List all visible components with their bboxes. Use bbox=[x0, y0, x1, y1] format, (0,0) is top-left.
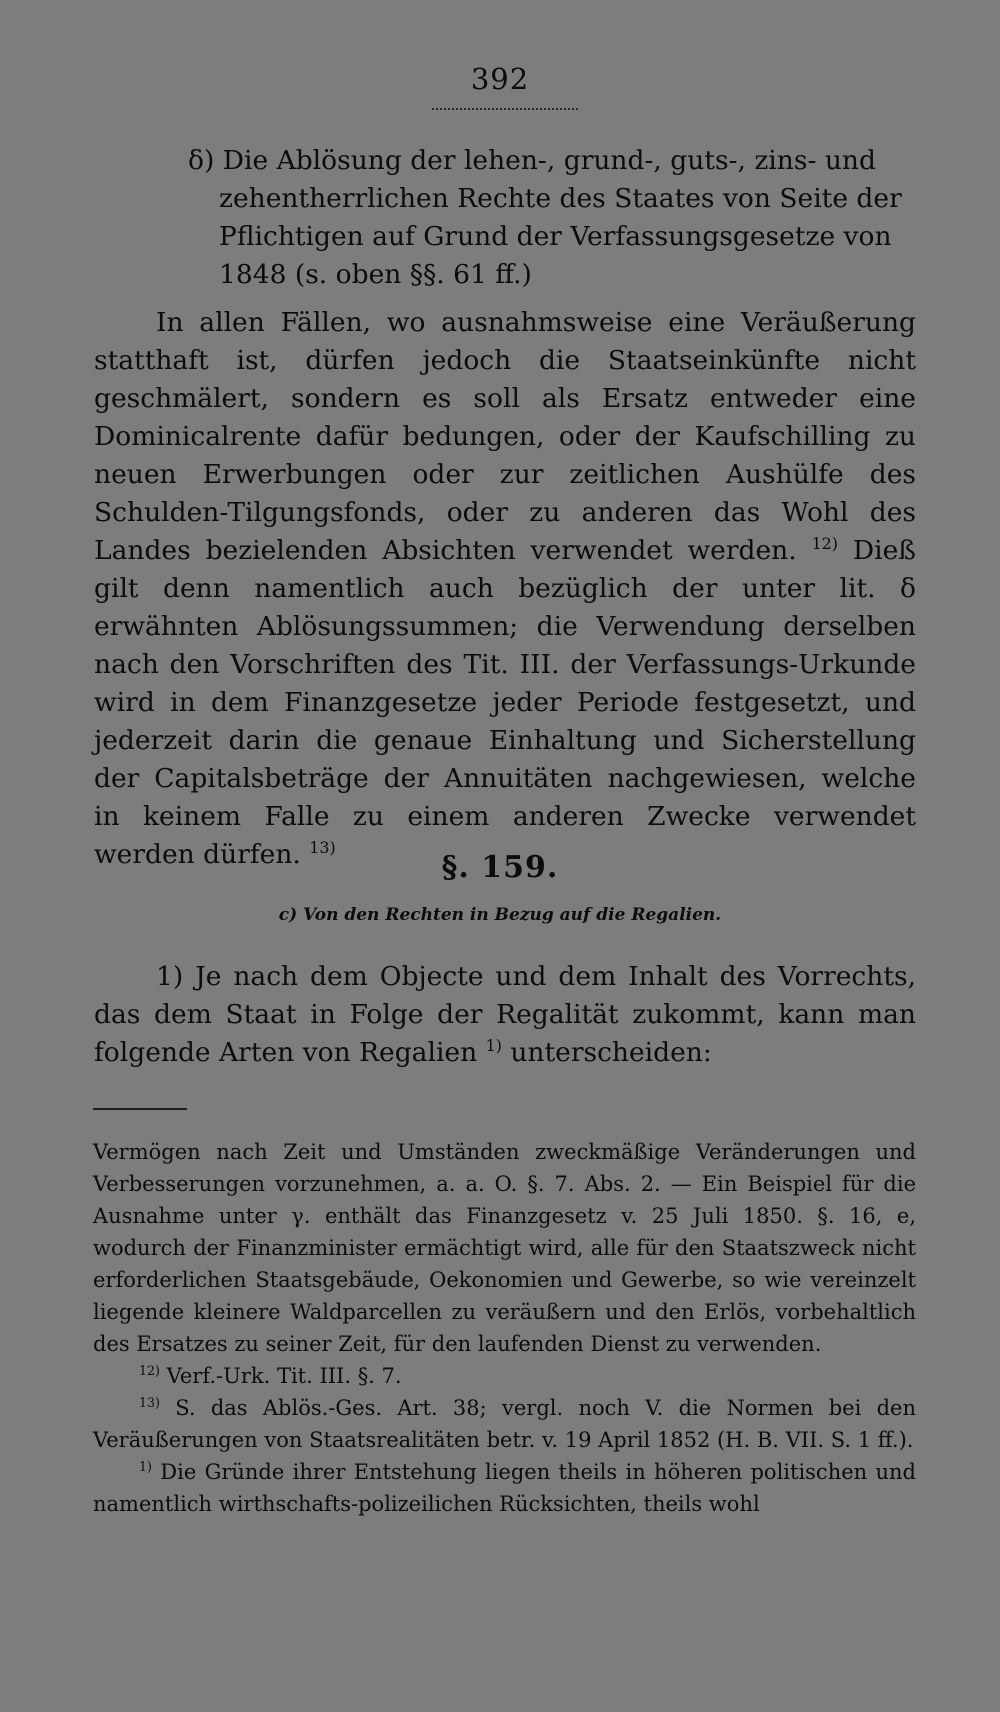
footnote-continuation: Vermögen nach Zeit und Umständen zweckmäßige Veränderungen und Verbesserungen vorzunehmen, a. a. O. §. 7. Abs. 2. — Ein Beispiel für die Ausnahme unter γ. enthält das Finanzgesetz v. 25 Juli 1850. §. 16, e, wodurch der Finanzminister ermächtigt wird, alle für den Staatszweck nicht erforderlichen Staatsgebäude, Oekonomien und Gewerbe, so wie vereinzelt liegende kleinere Waldparcellen zu veräußern und den Erlös, vorbehaltlich des Ersatzes zu seiner Zeit, für den laufenden Dienst zu verwenden. bbox=[93, 1140, 916, 1356]
list-item-body: Die Ablösung der lehen-, grund-, guts-, zins- und zehentherrlichen Rechte des Staates von Seite der Pflichtigen auf Grund der Verfassungsgesetze von 1848 (s. oben §§. 61 ff.) bbox=[219, 145, 902, 290]
footnote-ref-12[interactable]: 12) bbox=[811, 534, 838, 554]
list-item-marker: δ) bbox=[188, 145, 215, 176]
page-number: 392 bbox=[470, 62, 530, 96]
header-rule bbox=[432, 108, 578, 110]
footnote-ref-1[interactable]: 1) bbox=[485, 1036, 502, 1056]
footnote-mark: 12) bbox=[139, 1363, 160, 1378]
section-subtitle: c) Von den Rechten in Bezug auf die Regalien. bbox=[278, 905, 722, 925]
footnote-mark: 1) bbox=[139, 1459, 152, 1474]
footnote-text: Verf.-Urk. Tit. III. §. 7. bbox=[166, 1364, 402, 1388]
list-item-delta bbox=[94, 142, 916, 294]
footnote-ref-13[interactable]: 13) bbox=[309, 838, 336, 858]
paragraph-replacement-rules bbox=[94, 304, 916, 874]
footnote-1 bbox=[93, 1456, 916, 1520]
footnote-text: Die Gründe ihrer Entstehung liegen theils in höheren politischen und namentlich wirthschafts-polizeilichen Rücksichten, theils wohl bbox=[93, 1460, 916, 1516]
footnote-12 bbox=[93, 1360, 916, 1392]
section-title: §. 159. bbox=[441, 850, 559, 885]
footnote-mark: 13) bbox=[139, 1395, 160, 1410]
paragraph-part: Dieß gilt denn namentlich auch bezüglich der unter lit. δ erwähnten Ablösungssummen; die Verwendung derselben nach den Vorschriften des Tit. III. der Verfassungs-Urkunde wird in dem Finanzgesetze jeder Periode festgesetzt, und jederzeit darin die genaue Einhaltung und Sicherstellung der Capitalsbeträge der Annuitäten nachgewiesen, welche in keinem Falle zu einem anderen Zwecke verwendet werden dürfen. bbox=[94, 535, 916, 870]
paragraph-regalien bbox=[94, 958, 916, 1072]
paragraph-text bbox=[94, 958, 916, 1072]
footnote-text: S. das Ablös.-Ges. Art. 38; vergl. noch V. die Normen bei den Veräußerungen von Staatsrealitäten betr. v. 19 April 1852 (H. B. VII. S. 1 ff.). bbox=[93, 1396, 916, 1452]
footnote-13 bbox=[93, 1392, 916, 1456]
paragraph-part: In allen Fällen, wo ausnahmsweise eine Veräußerung statthaft ist, dürfen jedoch die Staatseinkünfte nicht geschmälert, sondern es soll als Ersatz entweder eine Dominicalrente dafür bedungen, oder der Kaufschilling zu neuen Erwerbungen oder zur zeitlichen Aushülfe des Schulden-Tilgungsfonds, oder zu anderen das Wohl des Landes bezielenden Absichten verwendet werden. bbox=[94, 307, 916, 566]
paragraph-part: 1) Je nach dem Objecte und dem Inhalt des Vorrechts, das dem Staat in Folge der Regalität zukommt, kann man folgende Arten von Regalien bbox=[94, 961, 916, 1068]
footnote-separator bbox=[93, 1108, 187, 1110]
paragraph-part: unterscheiden: bbox=[510, 1037, 712, 1068]
list-item-text bbox=[94, 142, 916, 294]
footnotes bbox=[93, 1136, 916, 1520]
paragraph-text bbox=[94, 304, 916, 874]
